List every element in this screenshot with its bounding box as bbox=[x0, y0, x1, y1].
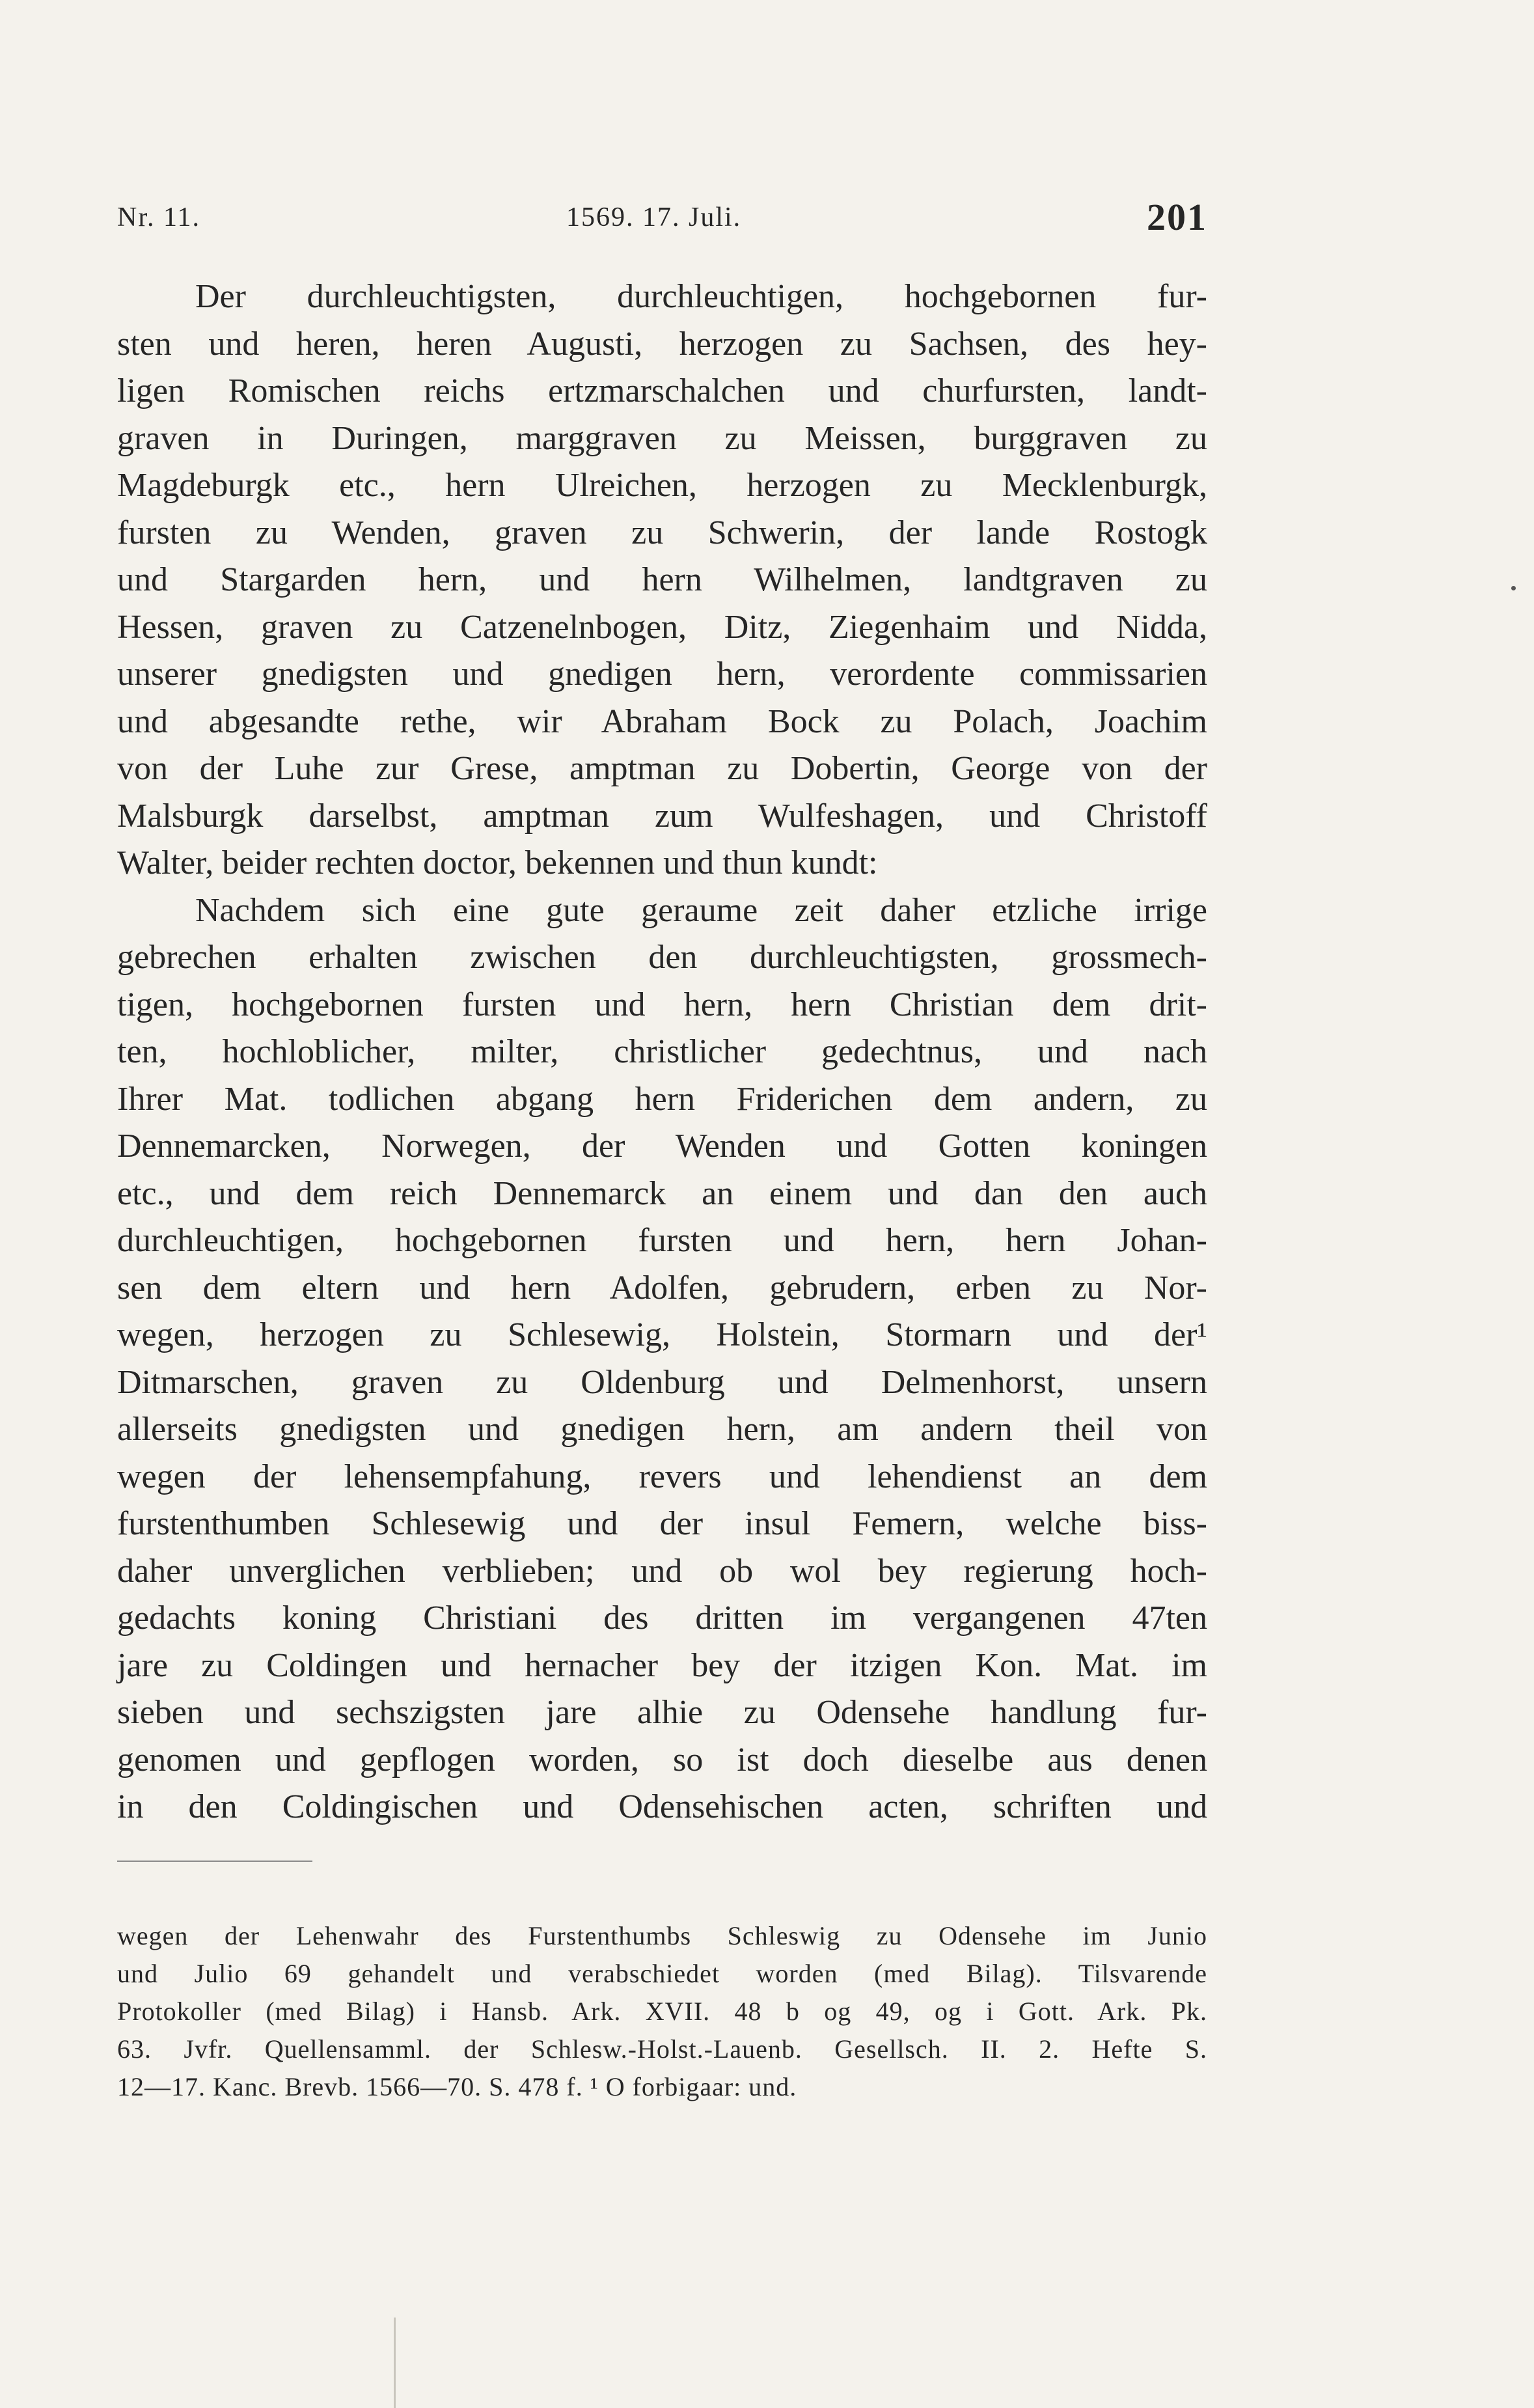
footnote-line: wegen der Lehenwahr des Furstenthumbs Schleswig zu Odensehe im Junio bbox=[117, 1921, 1207, 1950]
text-line: sieben und sechszigsten jare alhie zu Odensehe handlung fur- bbox=[117, 1694, 1207, 1731]
text-line: furstenthumben Schlesewig und der insul Femern, welche biss- bbox=[117, 1505, 1207, 1542]
text-line: Nachdem sich eine gute geraume zeit daher etzliche irrige bbox=[195, 891, 1207, 929]
text-line: graven in Duringen, marggraven zu Meissen, burggraven zu bbox=[117, 419, 1207, 457]
text-line: ten, hochloblicher, milter, christlicher gedechtnus, und nach bbox=[117, 1033, 1207, 1070]
text-line: Ihrer Mat. todlichen abgang hern Friderichen dem andern, zu bbox=[117, 1080, 1207, 1118]
footnote-line: und Julio 69 gehandelt und verabschiedet worden (med Bilag). Tilsvarende bbox=[117, 1959, 1207, 1988]
text-line: sen dem eltern und hern Adolfen, gebrudern, erben zu Nor- bbox=[117, 1269, 1207, 1307]
text-line: unserer gnedigsten und gnedigen hern, verordente commissarien bbox=[117, 656, 1207, 693]
text-line: etc., und dem reich Dennemarck an einem und dan den auch bbox=[117, 1174, 1207, 1212]
page-number: 201 bbox=[1147, 196, 1207, 238]
text-line: Magdeburgk etc., hern Ulreichen, herzogen zu Mecklenburgk, bbox=[117, 467, 1207, 504]
running-header bbox=[117, 195, 1207, 247]
text-line: fursten zu Wenden, graven zu Schwerin, der lande Rostogk bbox=[117, 514, 1207, 551]
text-line: Ditmarschen, graven zu Oldenburg und Delmenhorst, unsern bbox=[117, 1363, 1207, 1401]
text-line: jare zu Coldingen und hernacher bey der itzigen Kon. Mat. im bbox=[117, 1646, 1207, 1684]
footnote-line: Protokoller (med Bilag) i Hansb. Ark. XVII. 48 b og 49, og i Gott. Ark. Pk. bbox=[117, 1997, 1207, 2026]
footnote-line: 12—17. Kanc. Brevb. 1566—70. S. 478 f. ¹ O forbigaar: und. bbox=[117, 2072, 797, 2101]
document-number: Nr. 11. bbox=[117, 202, 200, 232]
text-line: durchleuchtigen, hochgebornen fursten und hern, hern Johan- bbox=[117, 1222, 1207, 1259]
footnote-divider bbox=[117, 1861, 312, 1862]
text-line: tigen, hochgebornen fursten und hern, hern Christian dem drit- bbox=[117, 986, 1207, 1023]
binding-edge-mark bbox=[394, 2318, 396, 2408]
text-line: wegen, herzogen zu Schlesewig, Holstein, Stormarn und der¹ bbox=[117, 1316, 1207, 1353]
footnotes bbox=[117, 1917, 1207, 2106]
document-date: 1569. 17. Juli. bbox=[566, 202, 742, 232]
margin-speck bbox=[1511, 586, 1516, 590]
text-line: in den Coldingischen und Odensehischen acten, schriften und bbox=[117, 1788, 1207, 1825]
text-line: allerseits gnedigsten und gnedigen hern, am andern theil von bbox=[117, 1411, 1207, 1448]
text-line: Malsburgk darselbst, amptman zum Wulfeshagen, und Christoff bbox=[117, 797, 1207, 835]
text-line: Walter, beider rechten doctor, bekennen und thun kundt: bbox=[117, 844, 878, 881]
text-line: Der durchleuchtigsten, durchleuchtigen, hochgebornen fur- bbox=[195, 278, 1207, 315]
text-line: Hessen, graven zu Catzenelnbogen, Ditz, Ziegenhaim und Nidda, bbox=[117, 608, 1207, 646]
text-line: daher unverglichen verblieben; und ob wol bey regierung hoch- bbox=[117, 1552, 1207, 1590]
main-text bbox=[117, 273, 1207, 1831]
text-line: von der Luhe zur Grese, amptman zu Dobertin, George von der bbox=[117, 750, 1207, 787]
text-line: gebrechen erhalten zwischen den durchleuchtigsten, grossmech- bbox=[117, 939, 1207, 976]
text-line: gedachts koning Christiani des dritten im vergangenen 47ten bbox=[117, 1599, 1207, 1637]
text-line: Dennemarcken, Norwegen, der Wenden und Gotten koningen bbox=[117, 1128, 1207, 1165]
footnote-line: 63. Jvfr. Quellensamml. der Schlesw.-Holst.-Lauenb. Gesellsch. II. 2. Hefte S. bbox=[117, 2034, 1207, 2064]
text-line: und Stargarden hern, und hern Wilhelmen, landtgraven zu bbox=[117, 561, 1207, 598]
text-line: wegen der lehensempfahung, revers und lehendienst an dem bbox=[117, 1458, 1207, 1495]
text-line: und abgesandte rethe, wir Abraham Bock zu Polach, Joachim bbox=[117, 702, 1207, 740]
text-line: genomen und gepflogen worden, so ist doch dieselbe aus denen bbox=[117, 1741, 1207, 1778]
text-line: ligen Romischen reichs ertzmarschalchen und churfursten, landt- bbox=[117, 372, 1207, 409]
text-line: sten und heren, heren Augusti, herzogen zu Sachsen, des hey- bbox=[117, 325, 1207, 363]
